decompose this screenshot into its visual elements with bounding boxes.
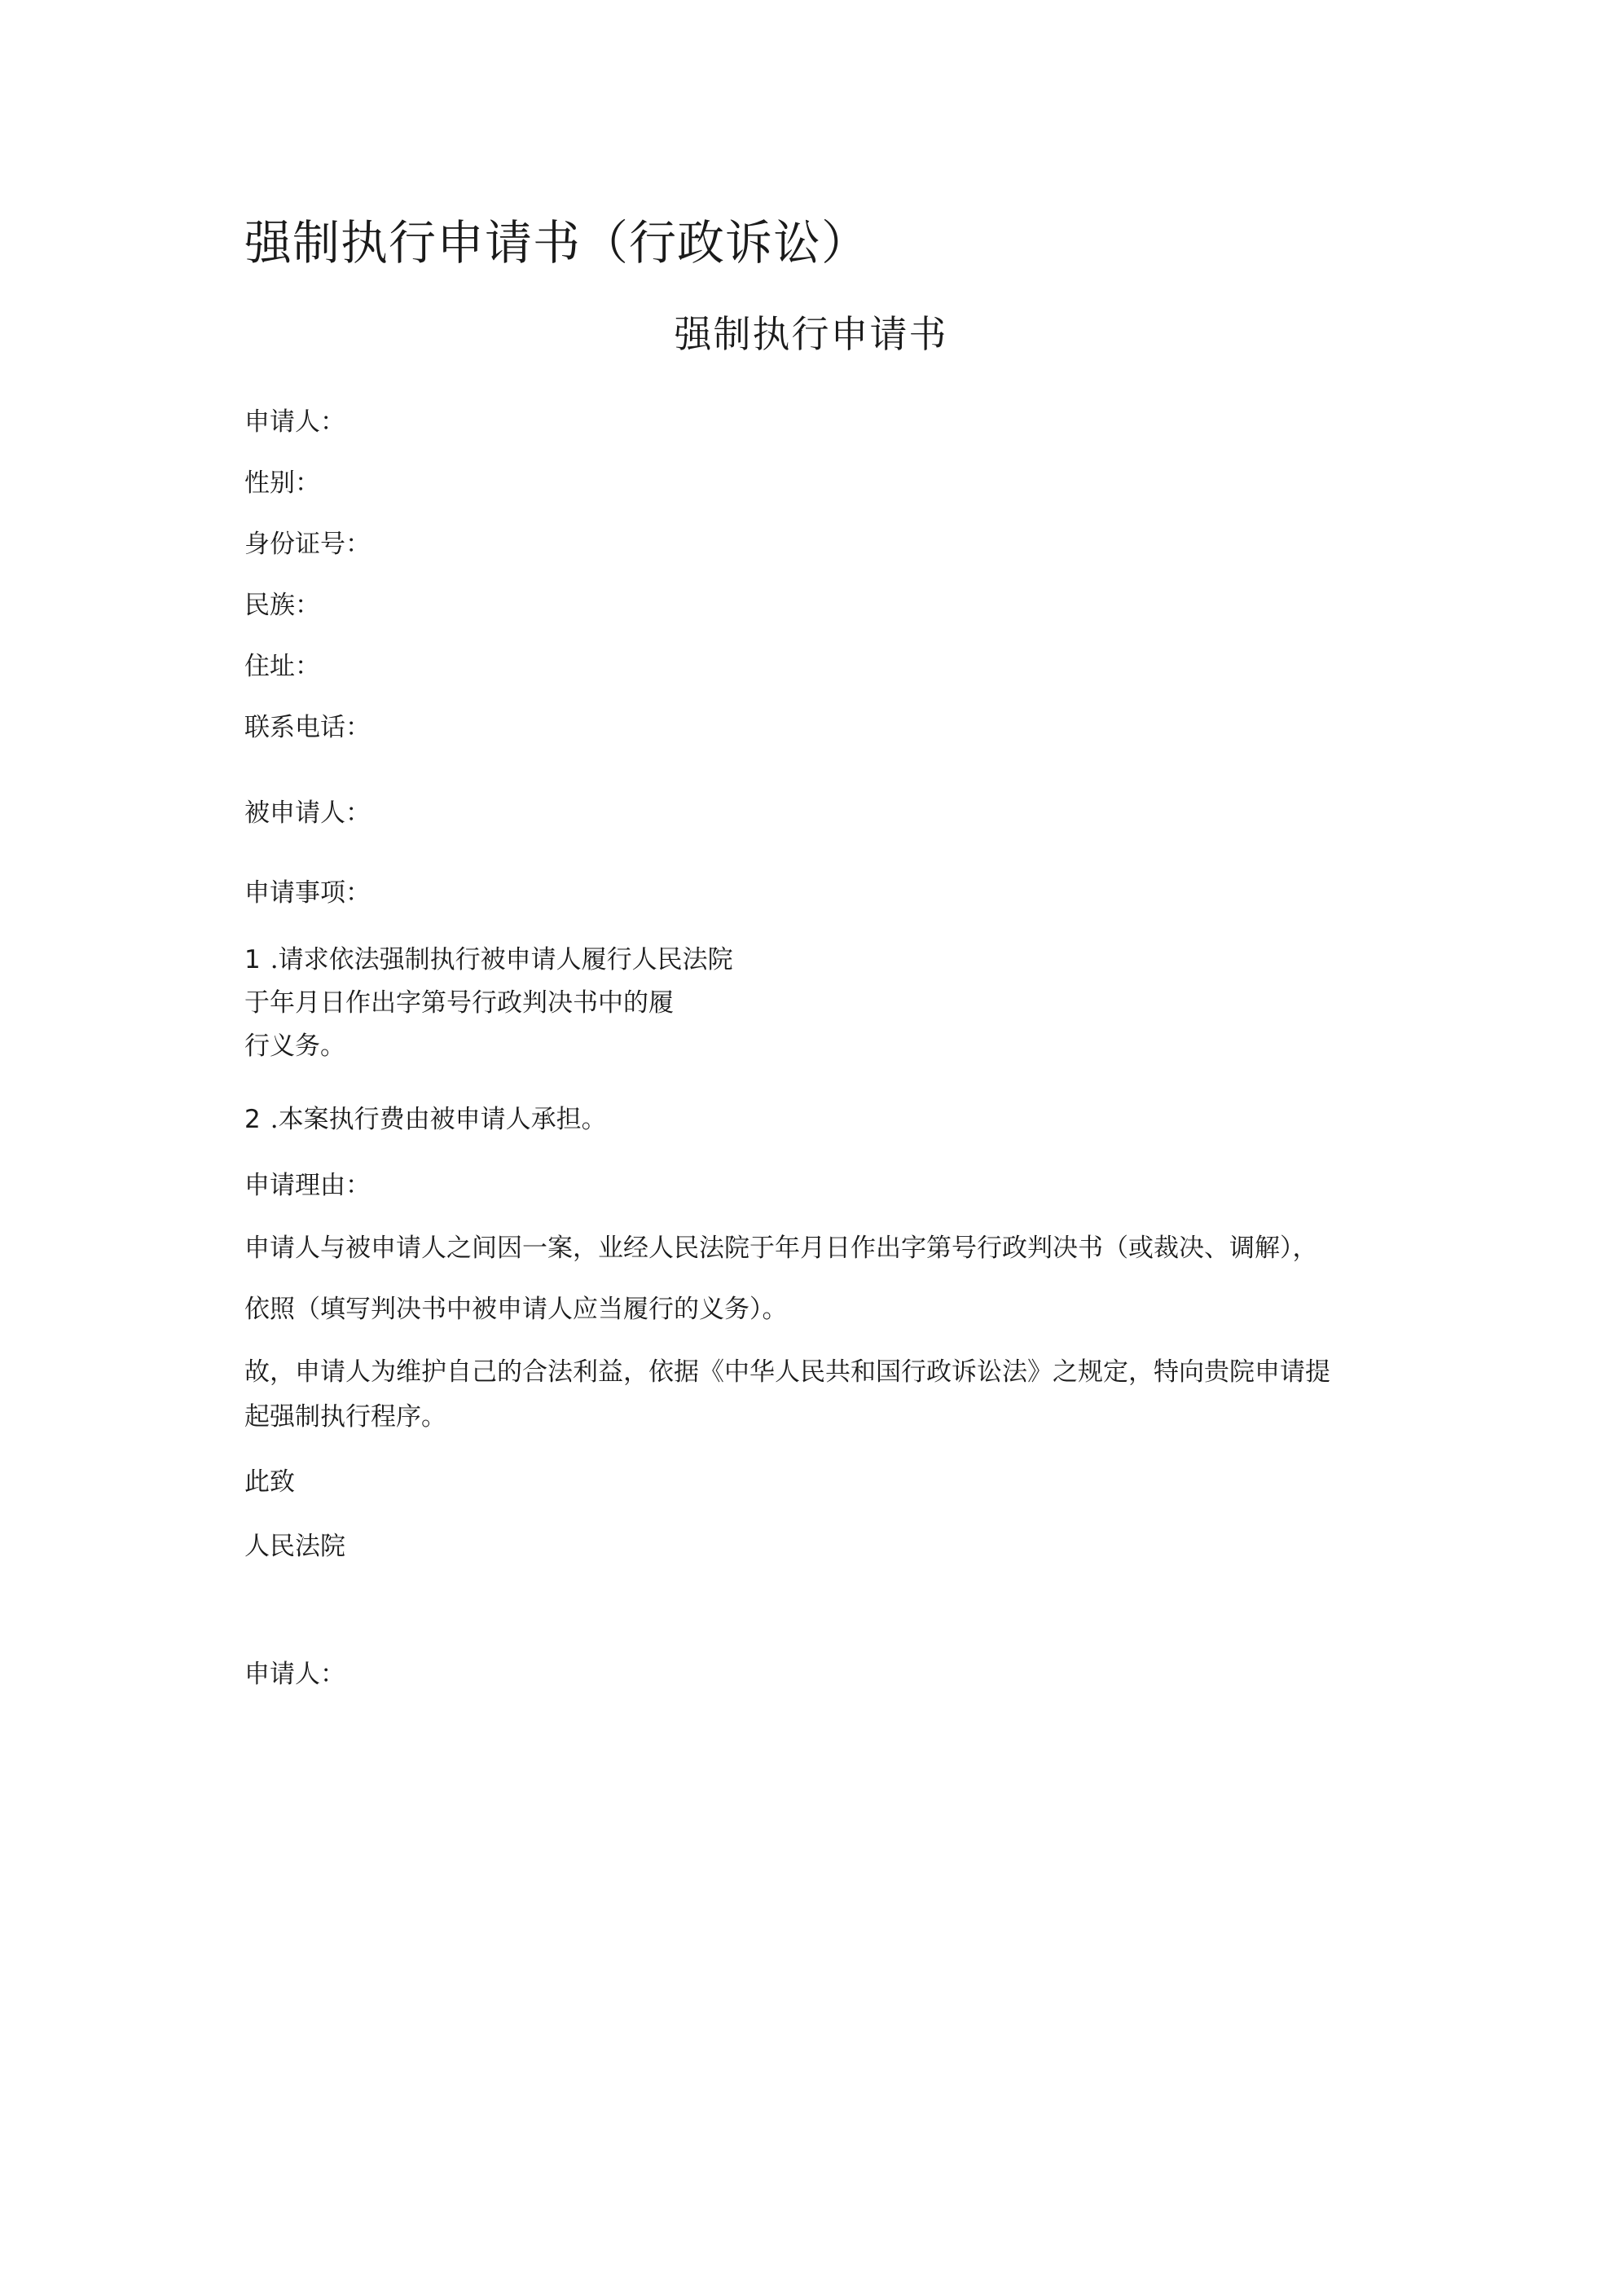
gender-label: 性别： [244,468,320,498]
address-label: 住址： [244,652,320,681]
reasons-paragraph-3-line-2: 起强制执行程序。 [244,1402,446,1432]
closing-court: 人民法院 [244,1532,345,1561]
phone-label: 联系电话： [244,713,371,742]
id-number-label: 身份证号： [244,530,371,559]
closing-salutation: 此致 [244,1467,295,1497]
closing-signature-label: 申请人： [244,1660,345,1689]
request-item-2-number: 2 [244,1105,261,1134]
document-subtitle: 强制执行申请书 [674,312,948,356]
respondent-label: 被申请人： [244,798,371,828]
request-item-2 [244,1102,607,1137]
document-title: 强制执行申请书（行政诉讼） [244,215,870,271]
request-item-1-line-1 [244,942,733,978]
requests-heading: 申请事项： [244,878,371,908]
reasons-paragraph-3-line-1: 故，申请人为维护自己的合法利益，依据《中华人民共和国行政诉讼法》之规定，特向贵院申请提 [244,1357,1330,1387]
reasons-paragraph-2: 依照（填写判决书中被申请人应当履行的义务）。 [244,1295,788,1324]
ethnicity-label: 民族： [244,591,320,620]
reasons-heading: 申请理由： [244,1171,371,1200]
reasons-paragraph-1: 申请人与被申请人之间因一案，业经人民法院于年月日作出字第号行政判决书（或裁决、调解）， [244,1234,1318,1263]
request-item-2-text: .本案执行费由被申请人承担。 [270,1105,607,1134]
applicant-label: 申请人： [244,407,345,437]
request-item-1-line-3: 行义务。 [244,1031,345,1061]
request-item-1-number: 1 [244,945,261,974]
request-item-1-text: .请求依法强制执行被申请人履行人民法院 [270,945,733,974]
request-item-1-line-2: 于年月日作出字第号行政判决书中的履 [244,988,674,1018]
